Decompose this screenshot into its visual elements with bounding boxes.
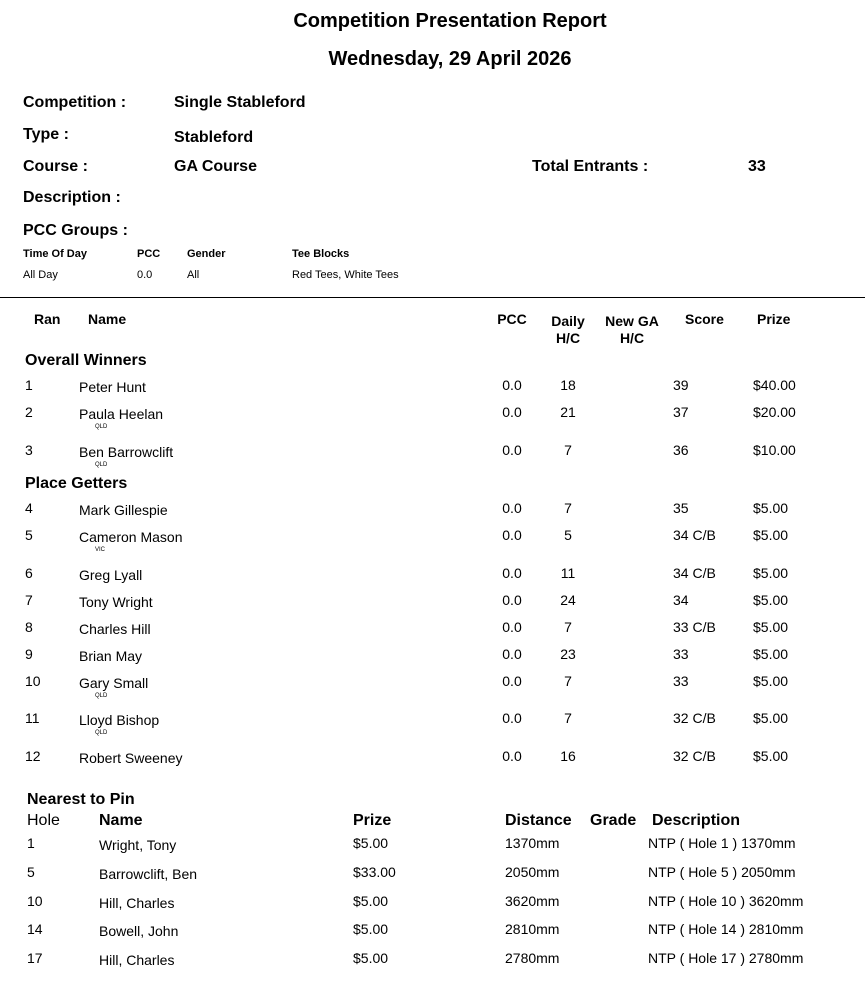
daily-hc-cell: 7 bbox=[564, 710, 572, 726]
daily-hc-cell: 7 bbox=[564, 442, 572, 458]
rank-cell: 1 bbox=[25, 377, 33, 393]
course-value: GA Course bbox=[174, 158, 257, 175]
state-cell: QLD bbox=[95, 693, 108, 699]
ntp-prize-cell: $5.00 bbox=[353, 893, 389, 909]
prize-cell: $5.00 bbox=[753, 565, 789, 581]
daily-hc-cell: 21 bbox=[560, 404, 576, 420]
daily-hc-cell: 23 bbox=[560, 646, 576, 662]
ntp-header-grade: Grade bbox=[590, 812, 637, 829]
state-cell: QLD bbox=[95, 424, 108, 430]
daily-hc-cell: 5 bbox=[564, 527, 572, 543]
score-cell: 33 bbox=[673, 646, 689, 662]
rank-cell: 5 bbox=[25, 527, 33, 543]
ntp-hole-cell: 14 bbox=[27, 921, 43, 937]
name-cell: Cameron Mason bbox=[79, 529, 183, 545]
ntp-header-hole: Hole bbox=[27, 812, 60, 829]
name-cell: Greg Lyall bbox=[79, 567, 143, 583]
prize-cell: $5.00 bbox=[753, 500, 789, 516]
prize-cell: $5.00 bbox=[753, 646, 789, 662]
pcc-cell: 0.0 bbox=[502, 500, 522, 516]
name-cell: Paula Heelan bbox=[79, 406, 164, 422]
score-cell: 34 bbox=[673, 592, 689, 608]
total-entrants-label: Total Entrants : bbox=[532, 158, 649, 175]
ntp-prize-cell: $5.00 bbox=[353, 921, 389, 937]
daily-hc-cell: 7 bbox=[564, 500, 572, 516]
state-cell: QLD bbox=[95, 730, 108, 736]
pcc-cell: 0.0 bbox=[502, 619, 522, 635]
prize-cell: $10.00 bbox=[753, 442, 796, 458]
pcc-tee-blocks: Red Tees, White Tees bbox=[292, 269, 399, 281]
score-cell: 35 bbox=[673, 500, 689, 516]
col-header-daily: Daily bbox=[551, 313, 585, 329]
rank-cell: 12 bbox=[25, 748, 41, 764]
pcc-cell: 0.0 bbox=[502, 673, 522, 689]
pcc-value: 0.0 bbox=[137, 269, 153, 281]
ntp-distance-cell: 2780mm bbox=[505, 950, 560, 966]
name-cell: Peter Hunt bbox=[79, 379, 146, 395]
name-cell: Charles Hill bbox=[79, 621, 151, 637]
state-cell: VIC bbox=[95, 547, 106, 553]
prize-cell: $5.00 bbox=[753, 527, 789, 543]
report-title: Competition Presentation Report bbox=[293, 10, 607, 32]
rank-cell: 3 bbox=[25, 442, 33, 458]
state-cell: QLD bbox=[95, 462, 108, 468]
report-date: Wednesday, 29 April 2026 bbox=[328, 48, 572, 70]
section-overall-winners: Overall Winners bbox=[25, 352, 147, 369]
pcc-cell: 0.0 bbox=[502, 404, 522, 420]
type-label: Type : bbox=[23, 126, 69, 143]
daily-hc-cell: 24 bbox=[560, 592, 576, 608]
competition-value: Single Stableford bbox=[174, 94, 306, 111]
score-cell: 37 bbox=[673, 404, 689, 420]
prize-cell: $5.00 bbox=[753, 710, 789, 726]
daily-hc-cell: 11 bbox=[560, 565, 576, 581]
score-cell: 32 C/B bbox=[673, 748, 716, 764]
name-cell: Brian May bbox=[79, 648, 143, 664]
prize-cell: $40.00 bbox=[753, 377, 796, 393]
score-cell: 36 bbox=[673, 442, 689, 458]
pcc-time: All Day bbox=[23, 269, 58, 281]
name-cell: Lloyd Bishop bbox=[79, 712, 160, 728]
score-cell: 39 bbox=[673, 377, 689, 393]
score-cell: 33 bbox=[673, 673, 689, 689]
course-label: Course : bbox=[23, 158, 88, 175]
ntp-description-cell: NTP ( Hole 5 ) 2050mm bbox=[648, 864, 796, 880]
ntp-description-cell: NTP ( Hole 10 ) 3620mm bbox=[648, 893, 804, 909]
name-cell: Ben Barrowclift bbox=[79, 444, 174, 460]
pcc-cell: 0.0 bbox=[502, 377, 522, 393]
pcc-gender: All bbox=[187, 269, 200, 281]
daily-hc-cell: 16 bbox=[560, 748, 576, 764]
divider-line bbox=[0, 297, 865, 298]
name-cell: Gary Small bbox=[79, 675, 149, 691]
col-header-name: Name bbox=[88, 311, 127, 327]
ntp-header-distance: Distance bbox=[505, 812, 572, 829]
score-cell: 33 C/B bbox=[673, 619, 716, 635]
ntp-distance-cell: 2810mm bbox=[505, 921, 560, 937]
daily-hc-cell: 7 bbox=[564, 619, 572, 635]
ntp-header-description: Description bbox=[652, 812, 741, 829]
ntp-distance-cell: 1370mm bbox=[505, 835, 560, 851]
ntp-description-cell: NTP ( Hole 17 ) 2780mm bbox=[648, 950, 804, 966]
pcc-header-pcc: PCC bbox=[137, 248, 161, 260]
pcc-header-gender: Gender bbox=[187, 248, 226, 260]
name-cell: Robert Sweeney bbox=[79, 750, 183, 766]
rank-cell: 8 bbox=[25, 619, 33, 635]
pcc-header-tee-blocks: Tee Blocks bbox=[292, 248, 350, 260]
name-cell: Tony Wright bbox=[79, 594, 153, 610]
score-cell: 34 C/B bbox=[673, 527, 716, 543]
prize-cell: $20.00 bbox=[753, 404, 796, 420]
ntp-description-cell: NTP ( Hole 14 ) 2810mm bbox=[648, 921, 804, 937]
col-header-score: Score bbox=[685, 311, 724, 327]
ntp-hole-cell: 10 bbox=[27, 893, 43, 909]
competition-label: Competition : bbox=[23, 94, 127, 111]
rank-cell: 10 bbox=[25, 673, 41, 689]
pcc-cell: 0.0 bbox=[502, 442, 522, 458]
ntp-name-cell: Hill, Charles bbox=[99, 895, 175, 911]
rank-cell: 11 bbox=[25, 710, 40, 726]
name-cell: Mark Gillespie bbox=[79, 502, 168, 518]
rank-cell: 6 bbox=[25, 565, 33, 581]
col-header-rank: Ran bbox=[34, 311, 61, 327]
score-cell: 34 C/B bbox=[673, 565, 716, 581]
ntp-prize-cell: $5.00 bbox=[353, 950, 389, 966]
col-header-newga-hc: H/C bbox=[619, 330, 645, 346]
score-cell: 32 C/B bbox=[673, 710, 716, 726]
ntp-distance-cell: 2050mm bbox=[505, 864, 560, 880]
ntp-name-cell: Hill, Charles bbox=[99, 952, 175, 968]
description-label: Description : bbox=[23, 189, 121, 206]
col-header-prize: Prize bbox=[757, 311, 791, 327]
ntp-distance-cell: 3620mm bbox=[505, 893, 560, 909]
pcc-cell: 0.0 bbox=[502, 592, 522, 608]
pcc-cell: 0.0 bbox=[502, 646, 522, 662]
ntp-description-cell: NTP ( Hole 1 ) 1370mm bbox=[648, 835, 796, 851]
ntp-header-name: Name bbox=[99, 812, 143, 829]
prize-cell: $5.00 bbox=[753, 619, 789, 635]
ntp-hole-cell: 1 bbox=[27, 835, 35, 851]
prize-cell: $5.00 bbox=[753, 673, 789, 689]
daily-hc-cell: 7 bbox=[564, 673, 572, 689]
rank-cell: 4 bbox=[25, 500, 33, 516]
pcc-header-time: Time Of Day bbox=[23, 248, 87, 260]
type-value: Stableford bbox=[174, 129, 254, 146]
ntp-name-cell: Bowell, John bbox=[99, 923, 179, 939]
daily-hc-cell: 18 bbox=[560, 377, 576, 393]
section-place-getters: Place Getters bbox=[25, 475, 128, 492]
ntp-prize-cell: $5.00 bbox=[353, 835, 389, 851]
rank-cell: 7 bbox=[25, 592, 33, 608]
col-header-pcc: PCC bbox=[497, 311, 527, 327]
pcc-groups-label: PCC Groups : bbox=[23, 222, 128, 239]
ntp-name-cell: Barrowclift, Ben bbox=[99, 866, 198, 882]
ntp-title: Nearest to Pin bbox=[27, 791, 135, 808]
rank-cell: 9 bbox=[25, 646, 33, 662]
pcc-cell: 0.0 bbox=[502, 527, 522, 543]
pcc-cell: 0.0 bbox=[502, 565, 522, 581]
rank-cell: 2 bbox=[25, 404, 33, 420]
ntp-name-cell: Wright, Tony bbox=[99, 837, 177, 853]
pcc-cell: 0.0 bbox=[502, 710, 522, 726]
col-header-daily-hc: H/C bbox=[555, 330, 581, 346]
ntp-hole-cell: 17 bbox=[27, 950, 43, 966]
ntp-header-prize: Prize bbox=[353, 812, 392, 829]
ntp-prize-cell: $33.00 bbox=[353, 864, 396, 880]
total-entrants-value: 33 bbox=[748, 158, 766, 175]
prize-cell: $5.00 bbox=[753, 748, 789, 764]
col-header-newga: New GA bbox=[605, 313, 659, 329]
pcc-cell: 0.0 bbox=[502, 748, 522, 764]
ntp-hole-cell: 5 bbox=[27, 864, 35, 880]
prize-cell: $5.00 bbox=[753, 592, 789, 608]
